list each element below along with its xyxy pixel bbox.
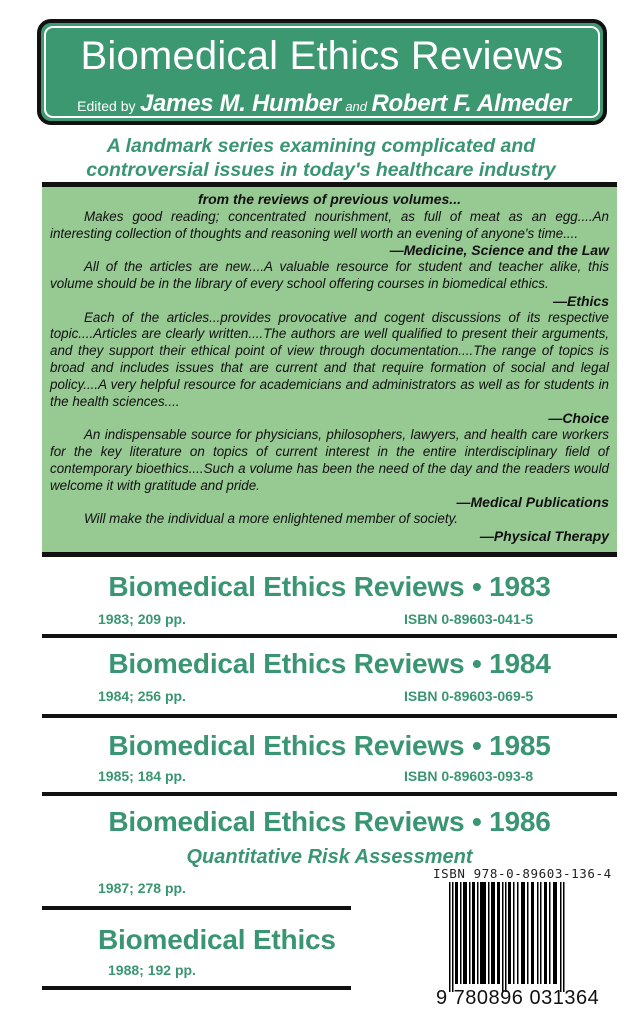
series-title: Biomedical Ethics Reviews [80, 34, 564, 78]
volume-pages: 1985; 184 pp. [98, 768, 186, 784]
volume-pages: 1983; 209 pp. [98, 611, 186, 627]
review-source: —Physical Therapy [479, 527, 609, 544]
edited-by-label: Edited by [77, 98, 136, 114]
review-quote: Makes good reading; concentrated nourishment, as full of meat as an egg....An interesting collection of thoughts and reasoning well worth an evening of anyone's time.... [50, 208, 609, 241]
volume-entry [42, 718, 617, 793]
review-source: —Medicine, Science and the Law [389, 242, 609, 259]
volume-isbn: ISBN 0-89603-093-8 [404, 768, 534, 784]
editor-name: Robert F. Almeder [371, 90, 571, 117]
editor-name: James M. Humber [139, 90, 341, 117]
review-quote: All of the articles are new....A valuable resource for student and teacher alike, this volume should be in the library of every school offering courses in biomedical ethics. [50, 259, 609, 291]
reviews-heading: from the reviews of previous volumes... [198, 191, 461, 207]
volume-title: Biomedical Ethics Reviews • 1985 [108, 730, 551, 761]
review-quote: Will make the individual a more enlightened member of society. [84, 511, 459, 527]
divider-rule [42, 986, 351, 990]
reviews-box [42, 182, 617, 557]
volume-title: Biomedical Ethics [98, 924, 336, 955]
volume-pages: 1987; 278 pp. [98, 880, 186, 896]
review-source: —Choice [548, 410, 609, 427]
volume-pages: 1988; 192 pp. [108, 962, 196, 978]
series-banner [37, 19, 607, 125]
barcode-icon [449, 882, 565, 992]
series-tagline [0, 134, 642, 182]
volume-isbn: ISBN 0-89603-069-5 [404, 688, 534, 704]
tagline-line: controversial issues in today's healthcare industry [86, 159, 556, 181]
and-label: and [345, 99, 368, 114]
divider-rule [42, 906, 351, 910]
volume-title: Biomedical Ethics Reviews • 1986 [108, 806, 551, 837]
review-source: —Ethics [552, 292, 609, 309]
volume-pages: 1984; 256 pp. [98, 688, 186, 704]
volume-title: Biomedical Ethics Reviews • 1984 [108, 648, 551, 679]
volume-subtitle: Quantitative Risk Assessment [186, 846, 473, 868]
volume-entry [42, 557, 617, 632]
barcode-isbn-label: ISBN 978-0-89603-136-4 [433, 866, 612, 881]
volume-isbn: ISBN 0-89603-041-5 [404, 611, 534, 627]
review-source: —Medical Publications [456, 494, 609, 511]
banner-inner-frame [44, 26, 600, 118]
review-quote: Each of the articles...provides provocative and cogent discussions of its respective topic....Articles are clearly written....The authors are well qualified to present their arguments, and they support their ethical point of view through documentation....The range of topics is broad and includes issues that are current and that require formation of social and legal policy....A very helpful resource for academicians and administrators as well as for students in the health sciences.... [50, 309, 609, 409]
volume-entry [42, 636, 617, 711]
volume-title: Biomedical Ethics Reviews • 1983 [108, 571, 551, 602]
review-quote: An indispensable source for physicians, philosophers, lawyers, and health care workers for the key literature on topics of current interest in the entire interdisciplinary field of contemporary bioethics....Such a volume has been the need of the day and the readers would welcome it with gratitude and pride. [50, 427, 609, 493]
editors-line [56, 90, 592, 118]
barcode-digits: 9 780896 031364 [436, 987, 600, 1009]
tagline-line: A landmark series examining complicated and [106, 135, 536, 157]
